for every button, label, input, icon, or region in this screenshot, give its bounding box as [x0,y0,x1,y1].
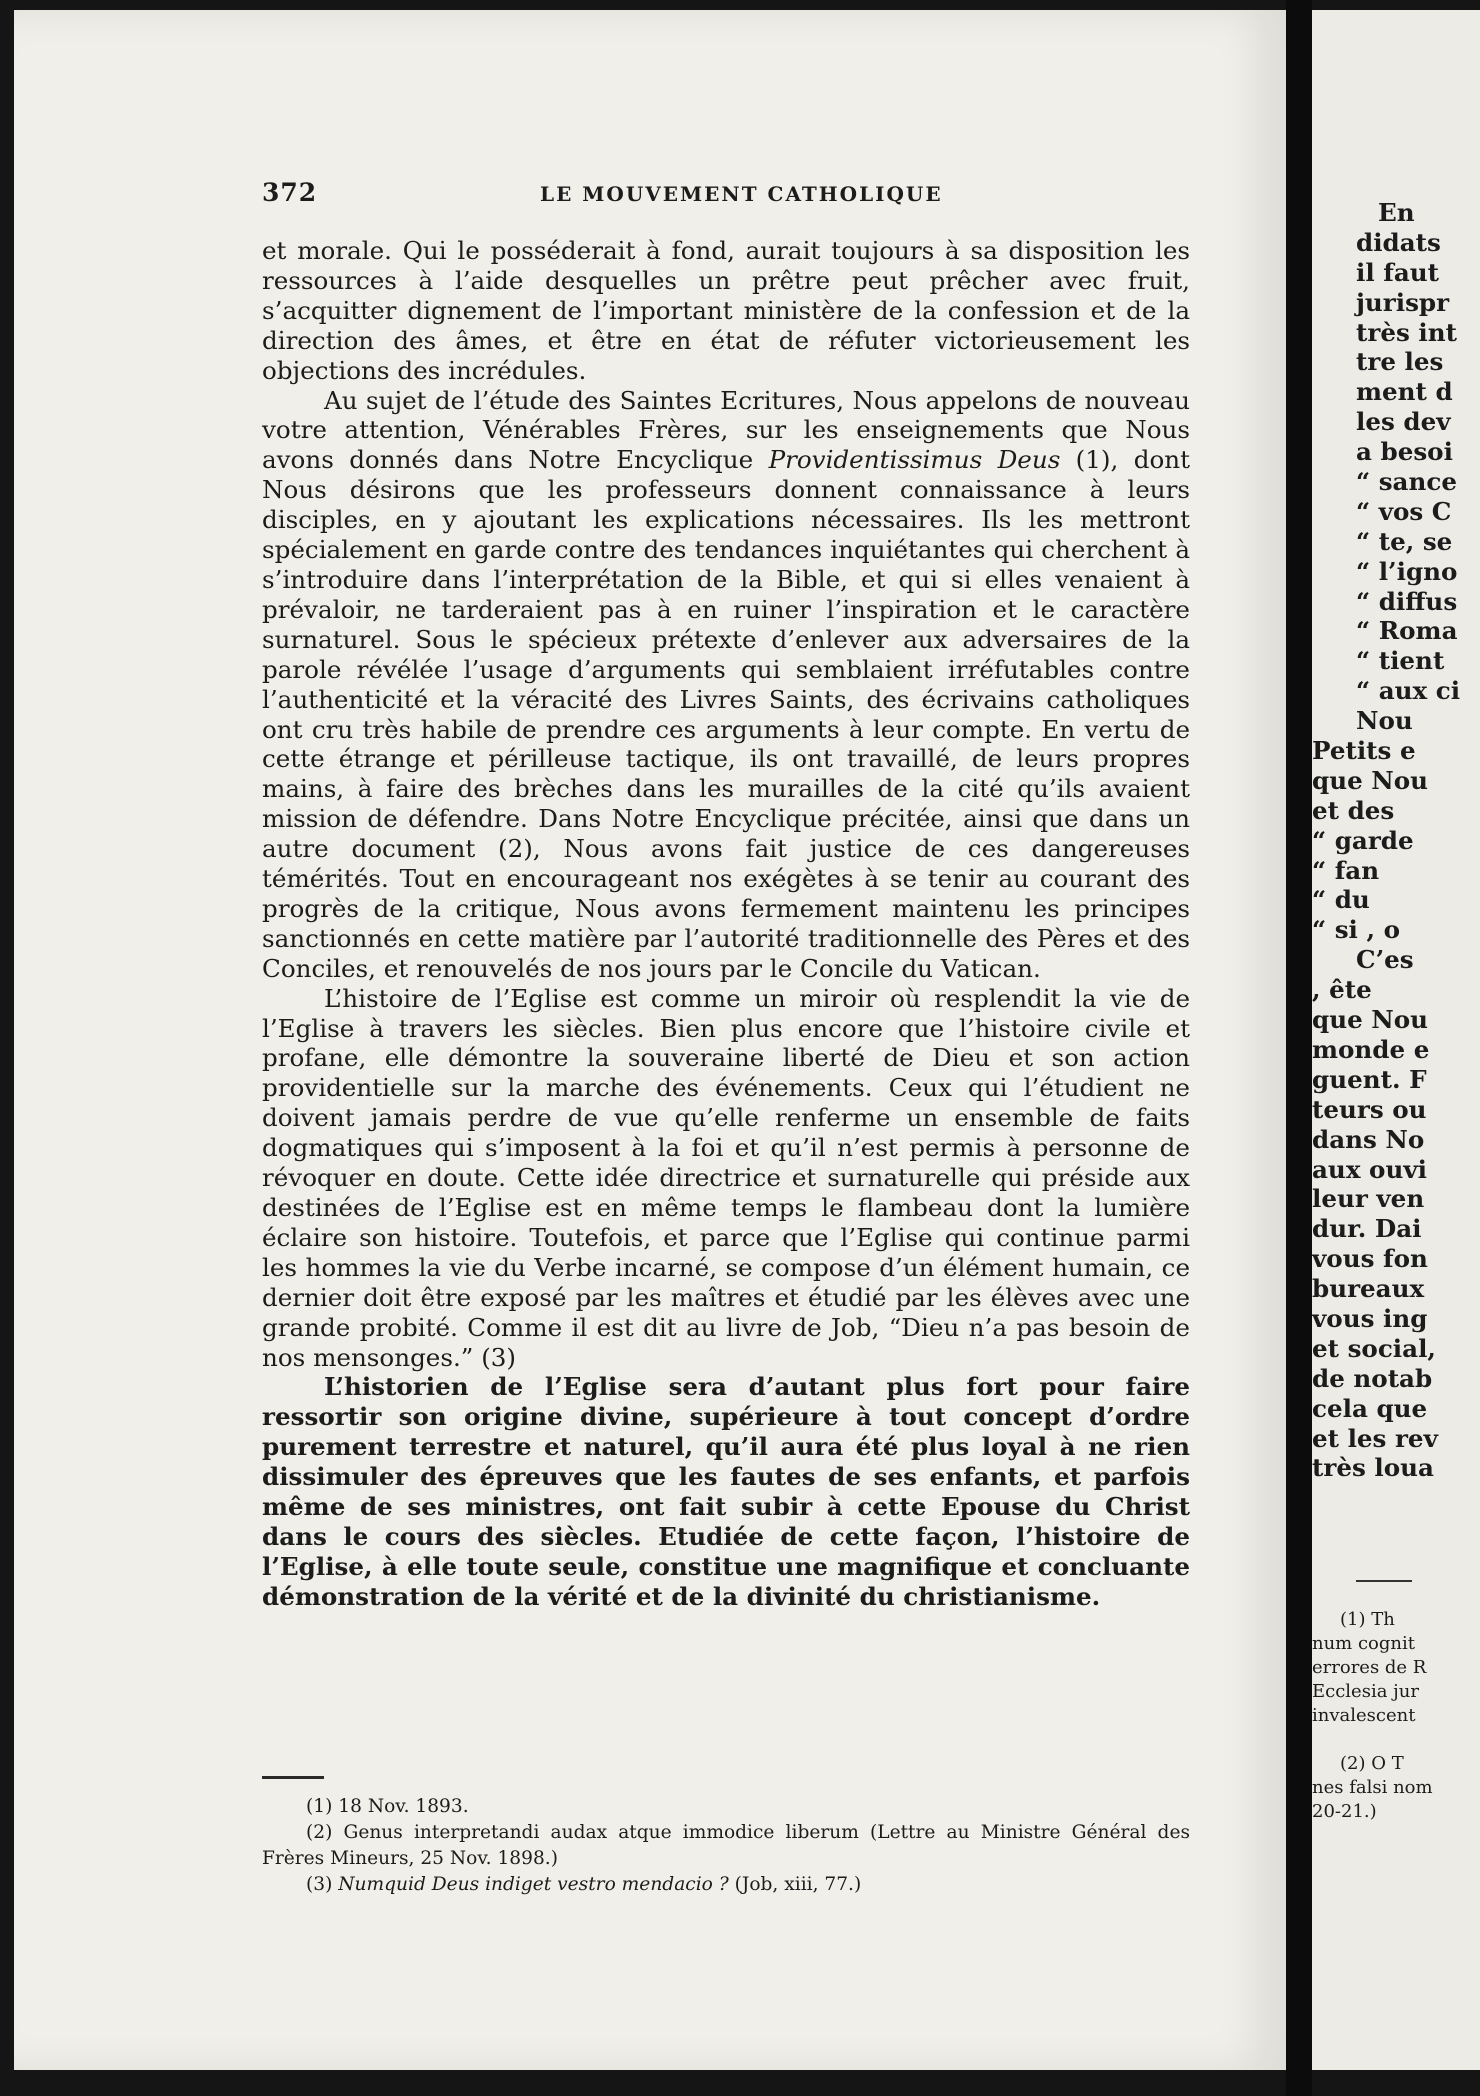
right-page-line: dans No [1312,1124,1425,1154]
right-page-line: Nou [1356,706,1413,736]
right-page-line: “ si , o [1312,915,1400,945]
left-page [14,10,1286,2070]
paragraph-2-text-b: (1), dont Nous désirons que les professeurs donnent connaissance à leurs disciples, en y ajoutant les explications nécessaires. Ils les mettront spécialement en garde contre des tendances inquiétantes qui cherchent à s’introduire dans l’interprétation de la Bible, et qui si elles venaient à prévaloir, ne tarderaient pas à en ruiner l’inspiration et le caractère surnaturel. Sous le spécieux prétexte d’enlever aux adversaires de la parole révélée l’usage d’arguments qui semblaient irréfutables contre l’authenticité et la véracité des Livres Saints, des écrivains catholiques ont cru très habile de prendre ces arguments à leur compte. En vertu de cette étrange et périlleuse tactique, ils ont travaillé, de leurs propres mains, à faire des brèches dans les murailles de la cité qu’ils avaient mission de défendre. Dans Notre Encyclique précitée, ainsi que dans un autre document (2), Nous avons fait justice de ces dangereuses témérités. Tout en encourageant nos exégètes à se tenir au courant des progrès de la critique, Nous avons fermement maintenu les principes sanctionnés en cette matière par l’autorité traditionnelle des Pères et des Conciles, et renouvelés de nos jours par le Concile du Vatican. [262,445,1190,983]
right-page-fragment [1312,10,1480,2070]
right-page-note-line: Ecclesia jur [1312,1681,1419,1702]
right-page-note-line [1312,1728,1480,1752]
right-page-line: jurispr [1356,287,1450,317]
right-page-line: très int [1356,317,1457,347]
right-page-line: dur. Dai [1312,1214,1422,1244]
paragraph-3: L’histoire de l’Eglise est comme un miroir où resplendit la vie de l’Eglise à travers les siècles. Bien plus encore que l’histoire civile et profane, elle démontre la souveraine liberté de Dieu et son action providentielle sur la marche des événements. Ceux qui l’étudient ne doivent jamais perdre de vue qu’elle renferme un ensemble de faits dogmatiques qui s’imposent à la foi et qu’il n’est permis à personne de révoquer en doute. Cette idée directrice et surnaturelle qui préside aux destinées de l’Eglise est en même temps le flambeau dont la lumière éclaire son histoire. Toutefois, et parce que l’Eglise qui continue parmi les hommes la vie du Verbe incarné, se compose d’un élément humain, ce dernier doit être exposé par les maîtres et étudié par les élèves avec une grande probité. Comme il est dit au livre de Job, “Dieu n’a pas besoin de nos mensonges.” (3) [262,983,1190,1372]
right-page-lines [1312,198,1480,1483]
right-page-line: cela que [1312,1393,1428,1423]
right-page-line: “ diffus [1356,586,1458,616]
right-page-line: En [1378,198,1415,227]
right-page-line: de notab [1312,1363,1433,1393]
paragraph-2-text-a: Au sujet de l’étude des Saintes Ecritures, Nous appelons de nouveau votre attention, Vénérables Frères, sur les enseignements que Nous avons donnés dans Notre Encyclique [262,385,1190,475]
right-footnote-rule [1356,1580,1412,1582]
footnote-3 [262,1872,1190,1898]
right-page-line: “ Roma [1356,616,1458,646]
right-page-line: tre les [1356,347,1444,377]
footnote-2: (2) Genus interpretandi audax atque immodice liberum (Lettre au Ministre Général des Frères Mineurs, 25 Nov. 1898.) [262,1822,1190,1869]
right-page-line: vous ing [1312,1303,1428,1333]
body-text [262,236,1190,1612]
footnotes [262,1794,1190,1898]
right-page-line: a besoi [1356,437,1453,467]
right-page-line: didats [1356,227,1441,257]
right-page-line: “ fan [1312,855,1380,885]
right-page-line: “ garde [1312,825,1414,855]
right-page-line: “ te, se [1356,526,1453,556]
running-head: LE MOUVEMENT CATHOLIQUE [540,182,943,206]
right-page-line: il faut [1356,257,1440,287]
right-page-line: leur ven [1312,1184,1425,1214]
right-page-line: “ sance [1356,467,1457,497]
right-page-note-line: (1) Th [1340,1609,1395,1630]
right-page-note-line: (2) O T [1340,1753,1404,1774]
right-page-line: ment d [1356,377,1453,407]
right-page-note-line: invalescent [1312,1705,1416,1726]
right-page-line: très loua [1312,1453,1434,1483]
right-page-line: et social, [1312,1333,1436,1363]
footnote-rule [262,1776,324,1779]
paragraph-2 [262,386,1190,984]
right-page-line: C’es [1356,945,1414,975]
book-gutter [1286,0,1312,2096]
right-page-line: et les rev [1312,1423,1438,1453]
footnote-3-quote: Numquid Deus indiget vestro mendacio ? [338,1874,729,1895]
right-page-note-line: errores de R [1312,1657,1427,1678]
right-page-line: “ vos C [1356,496,1452,526]
right-page-line: , ête [1312,975,1372,1005]
right-page-note-line: nes falsi nom [1312,1777,1433,1798]
right-page-line: aux ouvi [1312,1154,1427,1184]
right-page-line: “ du [1312,885,1370,915]
footnote-1: (1) 18 Nov. 1893. [306,1796,469,1817]
right-page-line: vous fon [1312,1244,1428,1274]
right-page-line: guent. F [1312,1064,1427,1094]
right-page-line: bureaux [1312,1274,1425,1304]
right-page-line: “ aux ci [1356,676,1461,706]
footnote-3-number: (3) [306,1874,339,1895]
right-page-line: teurs ou [1312,1094,1427,1124]
right-page-line: Petits e [1312,736,1416,766]
right-page-line: monde e [1312,1034,1430,1064]
right-page-line: “ tient [1356,646,1445,676]
right-page-line: “ l’igno [1356,556,1458,586]
right-page-footnotes [1312,1608,1480,1824]
paragraph-1: et morale. Qui le posséderait à fond, aurait toujours à sa disposition les ressources à l’aide desquelles un prêtre peut prêcher avec fruit, s’acquitter dignement de l’important ministère de la confession et de la direction des âmes, et être en état de réfuter victorieusement les objections des incrédules. [262,236,1190,385]
right-page-note-line: 20-21.) [1312,1801,1377,1822]
right-page-line: les dev [1356,407,1451,437]
right-page-line: que Nou [1312,765,1429,795]
page-header [262,174,1186,214]
right-page-note-line: num cognit [1312,1633,1415,1654]
paragraph-4: L’historien de l’Eglise sera d’autant plus fort pour faire ressortir son origine divine, supérieure à tout concept d’ordre purement terrestre et naturel, qu’il aura été plus loyal à ne rien dissimuler des épreuves que les fautes de ses enfants, et parfois même de ses ministres, ont fait subir à cette Epouse du Christ dans le cours des siècles. Etudiée de cette façon, l’histoire de l’Eglise, à elle toute seule, constitue une magnifique et concluante démonstration de la vérité et de la divinité du christianisme. [262,1372,1190,1611]
right-page-line: et des [1312,795,1395,825]
encyclical-title: Providentissimus Deus [768,445,1061,475]
right-page-line: que Nou [1312,1005,1429,1035]
page-number: 372 [262,178,318,207]
footnote-3-source: (Job, xiii, 77.) [728,1874,862,1895]
